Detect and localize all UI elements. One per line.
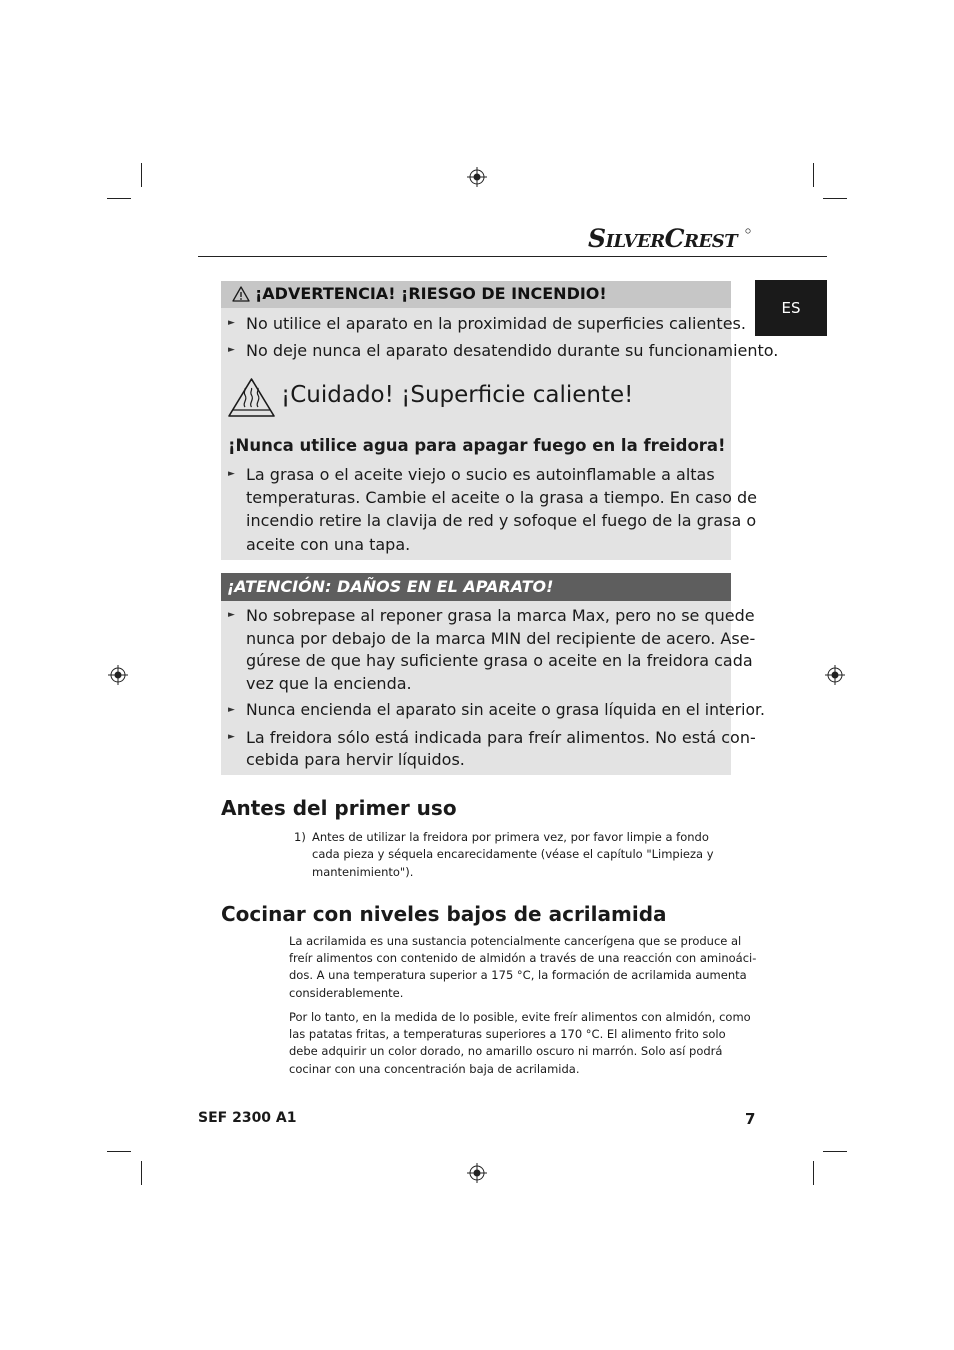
bullet-arrow-icon: ► — [228, 732, 235, 742]
registration-mark-icon — [467, 1163, 487, 1183]
attention-item-line: Nunca encienda el aparato sin aceite o grasa líquida en el interior. — [246, 701, 765, 719]
paragraph-line: las patatas fritas, a temperaturas superiores a 170 °C. El alimento frito solo — [289, 1027, 726, 1041]
hot-surface-icon — [227, 377, 276, 418]
registration-mark-icon — [825, 665, 845, 685]
attention-item-line: cebida para hervir líquidos. — [246, 750, 465, 769]
warning-item: No utilice el aparato en la proximidad de superficies calientes. — [246, 314, 746, 333]
warning-title: ¡ADVERTENCIA! ¡RIESGO DE INCENDIO! — [255, 284, 607, 303]
attention-item-line: vez que la encienda. — [246, 674, 412, 693]
crop-mark — [107, 1151, 131, 1152]
attention-item-line: gúrese de que hay suficiente grasa o aceite en la freidora cada — [246, 651, 753, 670]
paragraph-line: debe adquirir un color dorado, no amarillo oscuro ni marrón. Solo así podrá — [289, 1044, 723, 1058]
step-line: mantenimiento"). — [312, 865, 414, 879]
warning-item: No deje nunca el aparato desatendido durante su funcionamiento. — [246, 341, 779, 360]
crop-mark — [813, 1161, 814, 1185]
section-heading: Cocinar con niveles bajos de acrilamida — [221, 902, 667, 926]
attention-item-line: nunca por debajo de la marca MIN del recipiente de acero. Ase- — [246, 629, 756, 648]
step-line: cada pieza y séquela encarecidamente (véase el capítulo "Limpieza y — [312, 847, 714, 861]
crop-mark — [813, 163, 814, 187]
fire-item-line: incendio retire la clavija de red y sofoque el fuego de la grasa o — [246, 511, 757, 530]
crop-mark — [141, 163, 142, 187]
section-heading: Antes del primer uso — [221, 796, 457, 820]
attention-item-line: No sobrepase al reponer grasa la marca Max, pero no se quede — [246, 606, 755, 625]
fire-item-line: La grasa o el aceite viejo o sucio es autoinflamable a altas — [246, 465, 715, 484]
fire-subheading: ¡Nunca utilice agua para apagar fuego en la freidora! — [228, 436, 726, 455]
bullet-arrow-icon: ► — [228, 345, 235, 355]
bullet-arrow-icon: ► — [228, 705, 235, 715]
step-number: 1) — [294, 830, 306, 844]
registration-mark-icon — [108, 665, 128, 685]
crop-mark — [823, 198, 847, 199]
header-rule — [198, 256, 827, 257]
fire-item-line: aceite con una tapa. — [246, 535, 411, 554]
language-tab: ES — [755, 280, 827, 336]
attention-title: ¡ATENCIÓN: DAÑOS EN EL APARATO! — [227, 577, 554, 596]
svg-text:SILVERCREST: SILVERCREST — [588, 224, 738, 252]
bullet-arrow-icon: ► — [228, 610, 235, 620]
attention-item-line: La freidora sólo está indicada para freír alimentos. No está con- — [246, 728, 756, 747]
crop-mark — [823, 1151, 847, 1152]
paragraph-line: freír alimentos con contenido de almidón a través de una reacción con aminoáci- — [289, 951, 757, 965]
page-number: 7 — [745, 1110, 756, 1128]
paragraph-line: considerablemente. — [289, 986, 404, 1000]
bullet-arrow-icon: ► — [228, 318, 235, 328]
crop-mark — [141, 1161, 142, 1185]
paragraph-line: cocinar con una concentración baja de acrilamida. — [289, 1062, 580, 1076]
brand-logo — [588, 222, 753, 252]
paragraph-line: Por lo tanto, en la medida de lo posible, evite freír alimentos con almidón, como — [289, 1010, 751, 1024]
step-line: Antes de utilizar la freidora por primera vez, por favor limpie a fondo — [312, 830, 709, 844]
paragraph-line: La acrilamida es una sustancia potencialmente cancerígena que se produce al — [289, 934, 742, 948]
registration-mark-icon — [467, 167, 487, 187]
fire-item-line: temperaturas. Cambie el aceite o la grasa a tiempo. En caso de — [246, 488, 757, 507]
model-number: SEF 2300 A1 — [198, 1110, 297, 1126]
warning-triangle-icon — [232, 286, 250, 302]
paragraph-line: dos. A una temperatura superior a 175 °C, la formación de acrilamida aumenta — [289, 968, 747, 982]
bullet-arrow-icon: ► — [228, 469, 235, 479]
crop-mark — [107, 198, 131, 199]
caution-title: ¡Cuidado! ¡Superficie caliente! — [281, 382, 634, 408]
